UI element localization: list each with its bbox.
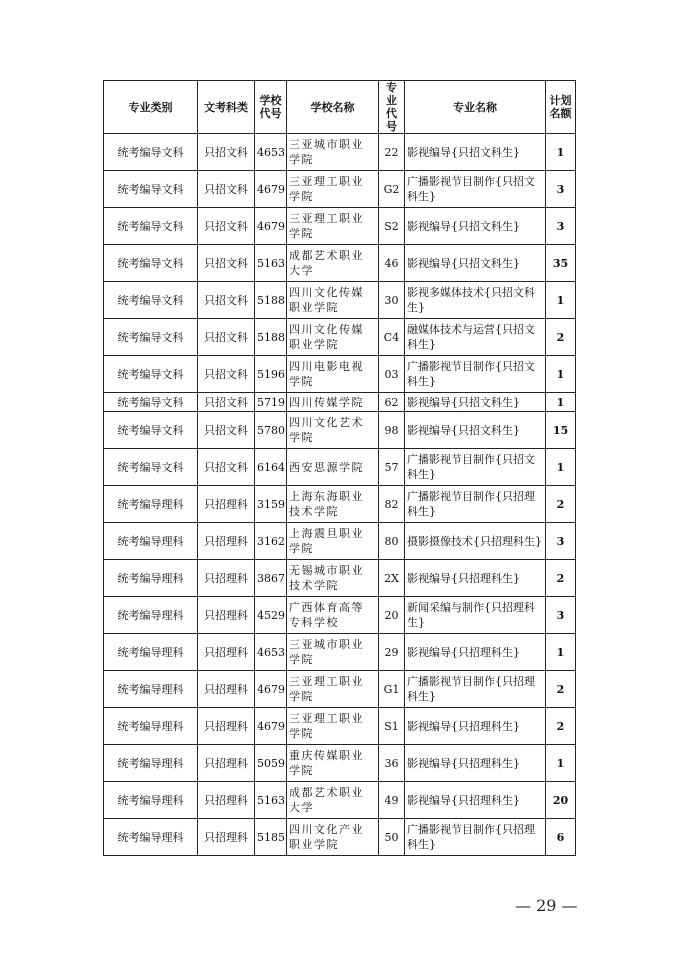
cell-major-name: 影视编导{只招理科生} <box>405 782 546 819</box>
cell-school-code: 4679 <box>255 208 287 245</box>
cell-school-code: 4679 <box>255 708 287 745</box>
cell-category: 统考编导文科 <box>104 319 198 356</box>
table-row <box>104 245 576 282</box>
cell-school-code: 5188 <box>255 319 287 356</box>
cell-major-code: 20 <box>379 597 405 634</box>
table-row <box>104 449 576 486</box>
cell-school-code: 5780 <box>255 412 287 449</box>
cell-school-code: 5163 <box>255 245 287 282</box>
cell-category: 统考编导理科 <box>104 597 198 634</box>
cell-plan: 1 <box>546 282 576 319</box>
cell-major-code: 62 <box>379 393 405 412</box>
table-row <box>104 134 576 171</box>
cell-school-code: 4653 <box>255 634 287 671</box>
cell-subject: 只招文科 <box>198 134 255 171</box>
cell-school-name: 四川文化产业职业学院 <box>287 819 379 856</box>
cell-category: 统考编导理科 <box>104 486 198 523</box>
cell-subject: 只招文科 <box>198 412 255 449</box>
table-row <box>104 523 576 560</box>
cell-major-code: 50 <box>379 819 405 856</box>
cell-school-code: 4529 <box>255 597 287 634</box>
cell-plan: 1 <box>546 393 576 412</box>
table-row <box>104 208 576 245</box>
cell-plan: 3 <box>546 208 576 245</box>
cell-plan: 3 <box>546 523 576 560</box>
cell-school-code: 4679 <box>255 171 287 208</box>
cell-major-code: 03 <box>379 356 405 393</box>
cell-major-name: 新闻采编与制作{只招理科生} <box>405 597 546 634</box>
cell-subject: 只招文科 <box>198 393 255 412</box>
cell-plan: 3 <box>546 171 576 208</box>
cell-major-code: S2 <box>379 208 405 245</box>
cell-school-name: 四川传媒学院 <box>287 393 379 412</box>
cell-major-code: S1 <box>379 708 405 745</box>
cell-school-name: 三亚城市职业学院 <box>287 634 379 671</box>
cell-plan: 15 <box>546 412 576 449</box>
cell-category: 统考编导文科 <box>104 282 198 319</box>
cell-school-code: 5196 <box>255 356 287 393</box>
cell-major-name: 影视多媒体技术{只招文科生} <box>405 282 546 319</box>
cell-plan: 1 <box>546 356 576 393</box>
cell-school-code: 5185 <box>255 819 287 856</box>
cell-plan: 1 <box>546 449 576 486</box>
table-row <box>104 393 576 412</box>
table-row <box>104 560 576 597</box>
cell-category: 统考编导文科 <box>104 208 198 245</box>
header-plan: 计划名额 <box>546 81 576 134</box>
cell-subject: 只招理科 <box>198 708 255 745</box>
cell-plan: 2 <box>546 560 576 597</box>
cell-major-name: 影视编导{只招文科生} <box>405 412 546 449</box>
cell-major-code: 2X <box>379 560 405 597</box>
cell-subject: 只招理科 <box>198 486 255 523</box>
cell-major-code: 30 <box>379 282 405 319</box>
cell-school-name: 三亚理工职业学院 <box>287 171 379 208</box>
cell-plan: 2 <box>546 319 576 356</box>
cell-major-code: 49 <box>379 782 405 819</box>
cell-school-code: 3162 <box>255 523 287 560</box>
table-row <box>104 671 576 708</box>
cell-school-code: 5059 <box>255 745 287 782</box>
cell-major-code: 82 <box>379 486 405 523</box>
cell-category: 统考编导文科 <box>104 412 198 449</box>
cell-plan: 2 <box>546 486 576 523</box>
table-body <box>104 134 576 856</box>
cell-plan: 1 <box>546 634 576 671</box>
cell-major-name: 广播影视节目制作{只招文科生} <box>405 171 546 208</box>
cell-category: 统考编导文科 <box>104 449 198 486</box>
cell-category: 统考编导理科 <box>104 745 198 782</box>
table-header-row <box>104 81 576 134</box>
cell-plan: 1 <box>546 745 576 782</box>
cell-major-name: 影视编导{只招文科生} <box>405 134 546 171</box>
cell-subject: 只招文科 <box>198 208 255 245</box>
table-row <box>104 634 576 671</box>
cell-school-code: 4679 <box>255 671 287 708</box>
cell-major-code: 98 <box>379 412 405 449</box>
table-row <box>104 597 576 634</box>
cell-subject: 只招理科 <box>198 782 255 819</box>
cell-subject: 只招文科 <box>198 449 255 486</box>
cell-plan: 6 <box>546 819 576 856</box>
table-row <box>104 782 576 819</box>
cell-school-code: 3867 <box>255 560 287 597</box>
cell-school-name: 上海震旦职业学院 <box>287 523 379 560</box>
cell-major-name: 融媒体技术与运营{只招文科生} <box>405 319 546 356</box>
cell-major-code: G1 <box>379 671 405 708</box>
header-school-code: 学校代号 <box>255 81 287 134</box>
cell-school-code: 3159 <box>255 486 287 523</box>
table-row <box>104 412 576 449</box>
cell-subject: 只招文科 <box>198 282 255 319</box>
cell-major-name: 影视编导{只招文科生} <box>405 208 546 245</box>
cell-school-name: 上海东海职业技术学院 <box>287 486 379 523</box>
cell-major-code: C4 <box>379 319 405 356</box>
cell-major-code: 22 <box>379 134 405 171</box>
cell-major-name: 广播影视节目制作{只招理科生} <box>405 486 546 523</box>
cell-school-name: 四川电影电视学院 <box>287 356 379 393</box>
cell-major-code: 80 <box>379 523 405 560</box>
cell-plan: 20 <box>546 782 576 819</box>
enrollment-plan-table <box>103 80 576 856</box>
cell-school-code: 5719 <box>255 393 287 412</box>
cell-major-name: 影视编导{只招文科生} <box>405 393 546 412</box>
cell-school-name: 四川文化艺术学院 <box>287 412 379 449</box>
cell-school-name: 重庆传媒职业学院 <box>287 745 379 782</box>
cell-major-name: 广播影视节目制作{只招理科生} <box>405 819 546 856</box>
cell-subject: 只招文科 <box>198 171 255 208</box>
cell-school-name: 三亚城市职业学院 <box>287 134 379 171</box>
table-row <box>104 356 576 393</box>
cell-major-name: 影视编导{只招理科生} <box>405 745 546 782</box>
table-row <box>104 171 576 208</box>
cell-category: 统考编导文科 <box>104 356 198 393</box>
cell-subject: 只招理科 <box>198 819 255 856</box>
cell-subject: 只招理科 <box>198 560 255 597</box>
cell-category: 统考编导文科 <box>104 134 198 171</box>
cell-subject: 只招文科 <box>198 319 255 356</box>
cell-school-code: 6164 <box>255 449 287 486</box>
cell-major-name: 摄影摄像技术{只招理科生} <box>405 523 546 560</box>
cell-category: 统考编导理科 <box>104 782 198 819</box>
cell-major-code: G2 <box>379 171 405 208</box>
cell-plan: 3 <box>546 597 576 634</box>
cell-school-code: 5163 <box>255 782 287 819</box>
cell-major-name: 影视编导{只招理科生} <box>405 708 546 745</box>
header-subject: 文考科类 <box>198 81 255 134</box>
cell-school-name: 三亚理工职业学院 <box>287 671 379 708</box>
cell-school-name: 无锡城市职业技术学院 <box>287 560 379 597</box>
cell-major-code: 36 <box>379 745 405 782</box>
cell-category: 统考编导理科 <box>104 523 198 560</box>
cell-plan: 2 <box>546 671 576 708</box>
header-school-name: 学校名称 <box>287 81 379 134</box>
cell-subject: 只招理科 <box>198 745 255 782</box>
cell-subject: 只招理科 <box>198 671 255 708</box>
cell-plan: 1 <box>546 134 576 171</box>
cell-school-code: 4653 <box>255 134 287 171</box>
cell-category: 统考编导文科 <box>104 171 198 208</box>
cell-plan: 35 <box>546 245 576 282</box>
cell-category: 统考编导理科 <box>104 560 198 597</box>
cell-subject: 只招理科 <box>198 523 255 560</box>
cell-major-code: 46 <box>379 245 405 282</box>
cell-major-name: 影视编导{只招理科生} <box>405 634 546 671</box>
header-major-name: 专业名称 <box>405 81 546 134</box>
header-major-code: 专业代号 <box>379 81 405 134</box>
cell-subject: 只招文科 <box>198 245 255 282</box>
cell-category: 统考编导文科 <box>104 245 198 282</box>
cell-major-code: 29 <box>379 634 405 671</box>
cell-school-name: 成都艺术职业大学 <box>287 245 379 282</box>
cell-subject: 只招理科 <box>198 634 255 671</box>
header-category: 专业类别 <box>104 81 198 134</box>
cell-major-name: 广播影视节目制作{只招文科生} <box>405 356 546 393</box>
cell-category: 统考编导理科 <box>104 819 198 856</box>
cell-school-name: 西安思源学院 <box>287 449 379 486</box>
cell-major-name: 影视编导{只招文科生} <box>405 245 546 282</box>
cell-category: 统考编导理科 <box>104 671 198 708</box>
cell-category: 统考编导理科 <box>104 634 198 671</box>
table-row <box>104 819 576 856</box>
cell-plan: 2 <box>546 708 576 745</box>
table-row <box>104 319 576 356</box>
cell-school-name: 成都艺术职业大学 <box>287 782 379 819</box>
table-row <box>104 745 576 782</box>
cell-school-name: 四川文化传媒职业学院 <box>287 282 379 319</box>
cell-major-name: 广播影视节目制作{只招文科生} <box>405 449 546 486</box>
cell-subject: 只招文科 <box>198 356 255 393</box>
cell-school-name: 三亚理工职业学院 <box>287 708 379 745</box>
cell-major-name: 广播影视节目制作{只招理科生} <box>405 671 546 708</box>
cell-school-name: 广西体育高等专科学校 <box>287 597 379 634</box>
cell-major-name: 影视编导{只招理科生} <box>405 560 546 597</box>
cell-category: 统考编导文科 <box>104 393 198 412</box>
cell-school-code: 5188 <box>255 282 287 319</box>
cell-school-name: 三亚理工职业学院 <box>287 208 379 245</box>
page-number: — 29 — <box>515 896 578 915</box>
table-row <box>104 486 576 523</box>
table-row <box>104 282 576 319</box>
cell-school-name: 四川文化传媒职业学院 <box>287 319 379 356</box>
cell-subject: 只招理科 <box>198 597 255 634</box>
cell-major-code: 57 <box>379 449 405 486</box>
cell-category: 统考编导理科 <box>104 708 198 745</box>
table-row <box>104 708 576 745</box>
